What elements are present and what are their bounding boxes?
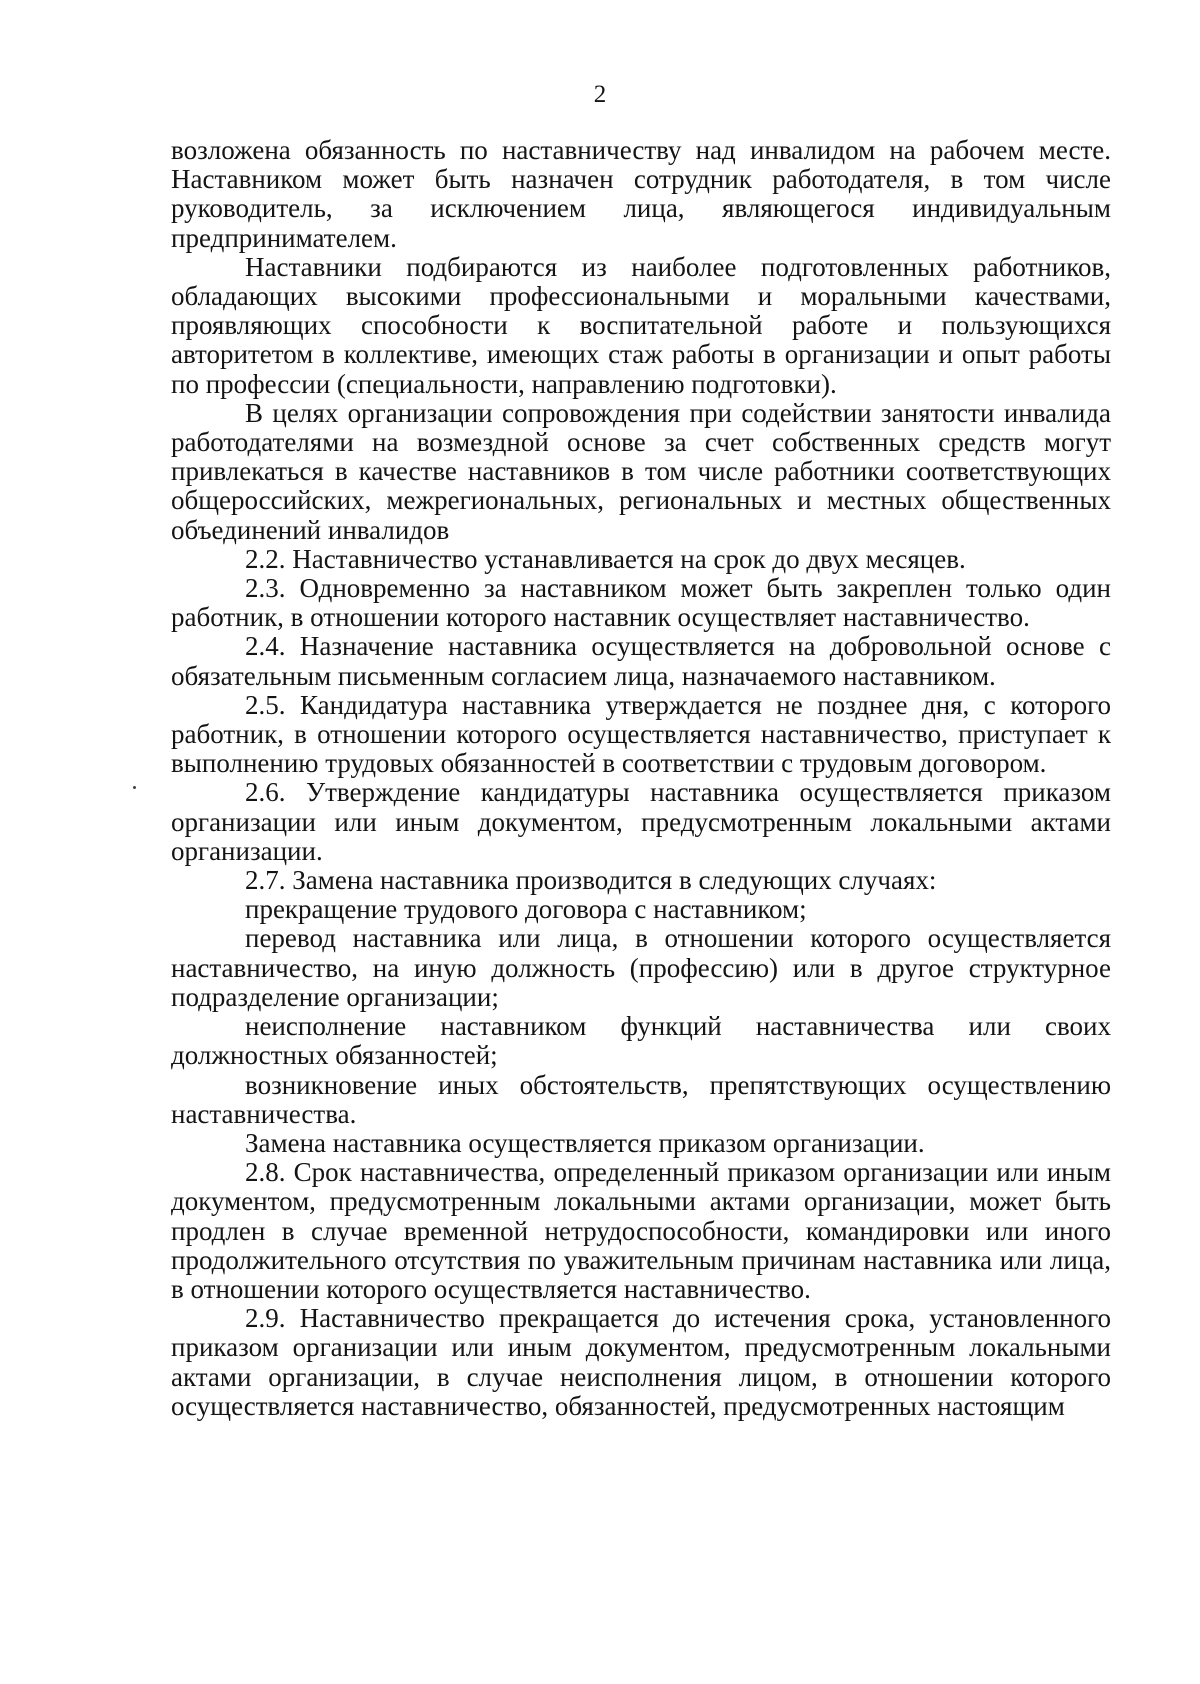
paragraph-continuation: возложена обязанность по наставничеству над инвалидом на рабочем месте. Наставником может быть назначен сотрудник работодателя, в том числе руководитель, за исключением лица, являющегося индивидуальным предпринимателем. [171,135,1111,253]
clause-2-4: 2.4. Назначение наставника осуществляется на добровольной основе с обязательным письменным согласием лица, назначаемого наставником. [171,631,1111,691]
replacement-by-order: Замена наставника осуществляется приказом организации. [245,1127,925,1158]
clause-2-3: 2.3. Одновременно за наставником может быть закреплен только один работник, в отношении которого наставник осуществляет наставничество. [171,573,1111,633]
clause-2-9: 2.9. Наставничество прекращается до истечения срока, установленного приказом организации или иным документом, предусмотренным локальными актами организации, в случае неисполнения лицом, в отношении которого осуществляется наставничество, обязанностей, предусмотренных настоящим [171,1303,1111,1421]
replacement-case-contract-termination: прекращение трудового договора с наставником; [245,894,807,925]
scan-speck [133,786,136,789]
replacement-case-nonperformance: неисполнение наставником функций наставничества или своих должностных обязанностей; [171,1011,1111,1071]
clause-2-8: 2.8. Срок наставничества, определенный приказом организации или иным документом, предусмотренным локальными актами организации, может быть продлен в случае временной нетрудоспособности, командировки или иного продолжительного отсутствия по уважительным причинам наставника или лица, в отношении которого осуществляется наставничество. [171,1157,1111,1304]
clause-2-5: 2.5. Кандидатура наставника утверждается не позднее дня, с которого работник, в отношении которого осуществляется наставничество, приступает к выполнению трудовых обязанностей в соответствии с трудовым договором. [171,689,1111,779]
replacement-case-transfer: перевод наставника или лица, в отношении которого осуществляется наставничество, на иную должность (профессию) или в другое структурное подразделение организации; [171,923,1111,1012]
replacement-case-other-circumstances: возникновение иных обстоятельств, препятствующих осуществлению наставничества. [171,1069,1111,1129]
page-number: 2 [593,81,607,108]
clause-2-6: 2.6. Утверждение кандидатуры наставника осуществляется приказом организации или иным документом, предусмотренным локальными актами организации. [171,777,1111,866]
document-body [171,136,1111,1421]
paragraph-mentor-selection: Наставники подбираются из наиболее подготовленных работников, обладающих высокими профессиональными и моральными качествами, проявляющих способности к воспитательной работе и пользующихся авторитетом в коллективе, имеющих стаж работы в организации и опыт работы по профессии (специальности, направлению подготовки). [171,251,1111,399]
paragraph-mentor-organizations: В целях организации сопровождения при содействии занятости инвалида работодателями на возмездной основе за счет собственных средств могут привлекаться в качестве наставников в том числе работники соответствующих общероссийских, межрегиональных, региональных и местных общественных объединений инвалидов [171,397,1111,545]
clause-2-2: 2.2. Наставничество устанавливается на срок до двух месяцев. [245,543,966,574]
clause-2-7: 2.7. Замена наставника производится в следующих случаях: [245,865,937,896]
